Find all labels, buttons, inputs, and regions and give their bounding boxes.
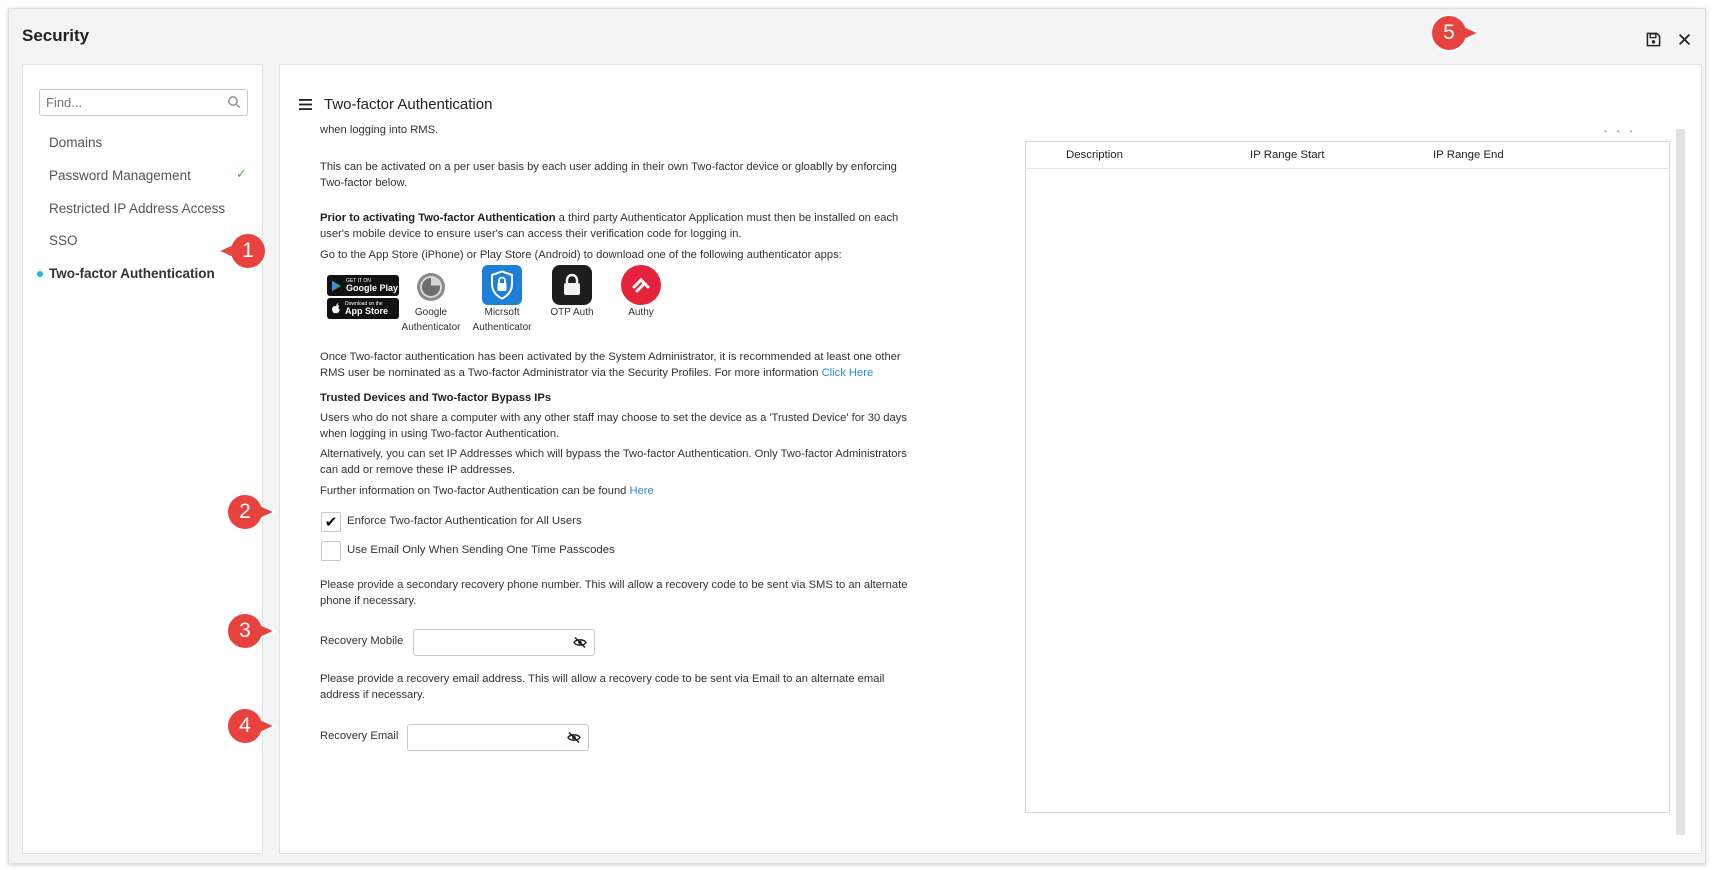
google-authenticator-label: Google Authenticator bbox=[401, 307, 461, 333]
checkmark-icon: ✔ bbox=[324, 514, 338, 531]
menu-button[interactable] bbox=[299, 97, 312, 115]
microsoft-authenticator-label: Micrsoft Authenticator bbox=[472, 307, 532, 333]
here-link[interactable]: Here bbox=[629, 485, 654, 497]
callout-3-number: 3 bbox=[239, 619, 251, 642]
table-toolbar-icons[interactable]: ••• bbox=[1604, 127, 1643, 136]
google-authenticator-app[interactable] bbox=[411, 267, 451, 307]
activation-text: This can be activated on a per user basis by each user adding in their own Two-factor device or gloablly by enforcing Two-factor below. bbox=[320, 161, 897, 189]
recovery-mobile-input[interactable] bbox=[414, 630, 564, 655]
search-icon[interactable] bbox=[227, 95, 241, 109]
recovery-phone-text: Please provide a secondary recovery phone number. This will allow a recovery code to be sent via SMS to an alternate phone if necessary. bbox=[320, 579, 908, 607]
table-header bbox=[1026, 142, 1669, 169]
prior-rest: a third party Authenticator Application must then be installed on each user's mobile device to ensure user's can access their verification code for logging in. bbox=[320, 212, 899, 240]
app-store-big: App Store bbox=[345, 306, 389, 316]
alternatively-text: Alternatively, you can set IP Addresses which will bypass the Two-factor Authentication. Only Two-factor Administrators can add or remove these IP addresses. bbox=[320, 448, 907, 476]
column-header-ip-start[interactable]: IP Range Start bbox=[1250, 149, 1325, 161]
check-icon: ✓ bbox=[236, 166, 247, 181]
google-play-small: GET IT ON bbox=[346, 278, 371, 284]
search-input[interactable] bbox=[40, 90, 210, 115]
recovery-email-text: Please provide a recovery email address. This will allow a recovery code to be sent via Email to an alternate email address if necessary. bbox=[320, 673, 885, 701]
recovery-email-label: Recovery Email bbox=[320, 730, 399, 742]
close-button[interactable] bbox=[1672, 27, 1696, 51]
hamburger-icon bbox=[299, 99, 312, 110]
authy-icon bbox=[628, 272, 654, 298]
search-box bbox=[39, 89, 248, 116]
further-body: Further information on Two-factor Authentication can be found bbox=[320, 485, 630, 497]
callout-2 bbox=[225, 492, 289, 532]
prior-bold: Prior to activating Two-factor Authentication bbox=[320, 212, 556, 224]
otp-auth-label: OTP Auth bbox=[550, 307, 594, 318]
eye-slash-icon[interactable] bbox=[573, 636, 587, 649]
save-icon bbox=[1646, 32, 1661, 47]
once-text bbox=[320, 349, 920, 381]
page-title: Two-factor Authentication bbox=[324, 96, 493, 113]
app-store-badge[interactable] bbox=[327, 298, 399, 319]
recovery-mobile-field bbox=[413, 629, 595, 656]
callout-3 bbox=[225, 611, 289, 651]
google-play-icon bbox=[331, 280, 342, 292]
callout-5 bbox=[1429, 13, 1493, 53]
intro-text: when logging into RMS. bbox=[320, 124, 439, 136]
column-header-ip-end[interactable]: IP Range End bbox=[1433, 149, 1504, 161]
microsoft-authenticator-icon bbox=[489, 270, 515, 300]
save-button[interactable] bbox=[1641, 27, 1665, 51]
callout-4-number: 4 bbox=[239, 714, 251, 737]
recovery-email-field bbox=[407, 724, 589, 751]
callout-2-number: 2 bbox=[239, 500, 251, 523]
sidebar-item-two-factor[interactable]: Two-factor Authentication bbox=[49, 266, 215, 281]
app-store-small: Download on the bbox=[345, 301, 383, 307]
enforce-label: Enforce Two-factor Authentication for All Users bbox=[347, 515, 582, 527]
once-body: Once Two-factor authentication has been activated by the System Administrator, it is recommended at least one other RMS user be nominated as a Two-factor Administrator via the Security Profiles. For more information bbox=[320, 351, 901, 379]
ip-range-table bbox=[1025, 141, 1670, 813]
further-text bbox=[320, 483, 920, 499]
callout-1 bbox=[218, 231, 282, 271]
authy-label: Authy bbox=[628, 307, 654, 318]
prior-text bbox=[320, 210, 920, 242]
column-header-description[interactable]: Description bbox=[1066, 149, 1123, 161]
main-panel bbox=[279, 64, 1702, 854]
eye-slash-icon[interactable] bbox=[567, 731, 581, 744]
callout-4 bbox=[225, 706, 289, 746]
microsoft-authenticator-app[interactable] bbox=[482, 265, 522, 305]
window-title: Security bbox=[22, 26, 90, 45]
active-indicator bbox=[37, 271, 43, 277]
sidebar-item-domains[interactable]: Domains bbox=[49, 135, 103, 150]
google-authenticator-icon bbox=[415, 271, 447, 303]
sidebar-item-password-management[interactable]: Password Management bbox=[49, 168, 191, 183]
recovery-mobile-label: Recovery Mobile bbox=[320, 635, 404, 647]
apple-icon bbox=[331, 303, 341, 315]
click-here-link[interactable]: Click Here bbox=[821, 367, 874, 379]
google-play-big: Google Play bbox=[346, 283, 399, 293]
enforce-checkbox[interactable] bbox=[321, 512, 341, 532]
google-play-badge[interactable] bbox=[327, 275, 399, 296]
email-only-label: Use Email Only When Sending One Time Passcodes bbox=[347, 544, 615, 556]
trusted-heading-text: Trusted Devices and Two-factor Bypass IPs bbox=[320, 392, 552, 404]
scrollbar[interactable] bbox=[1676, 129, 1685, 835]
sidebar-item-sso[interactable]: SSO bbox=[49, 233, 78, 248]
goto-text: Go to the App Store (iPhone) or Play Store (Android) to download one of the following authenticator apps: bbox=[320, 249, 842, 261]
recovery-email-input[interactable] bbox=[408, 725, 558, 750]
trusted-heading bbox=[320, 390, 920, 406]
callout-1-number: 1 bbox=[242, 239, 254, 262]
trusted-text: Users who do not share a computer with any other staff may choose to set the device as a 'Trusted Device' for 30 days when logging in using Two-factor Authentication. bbox=[320, 412, 907, 440]
email-only-checkbox[interactable] bbox=[321, 541, 341, 561]
sidebar-item-restricted-ip[interactable]: Restricted IP Address Access bbox=[49, 201, 226, 216]
close-icon bbox=[1678, 33, 1691, 46]
lock-icon bbox=[562, 273, 582, 297]
callout-5-number: 5 bbox=[1443, 21, 1455, 44]
otp-auth-app[interactable] bbox=[552, 265, 592, 305]
authy-app[interactable] bbox=[621, 265, 661, 305]
